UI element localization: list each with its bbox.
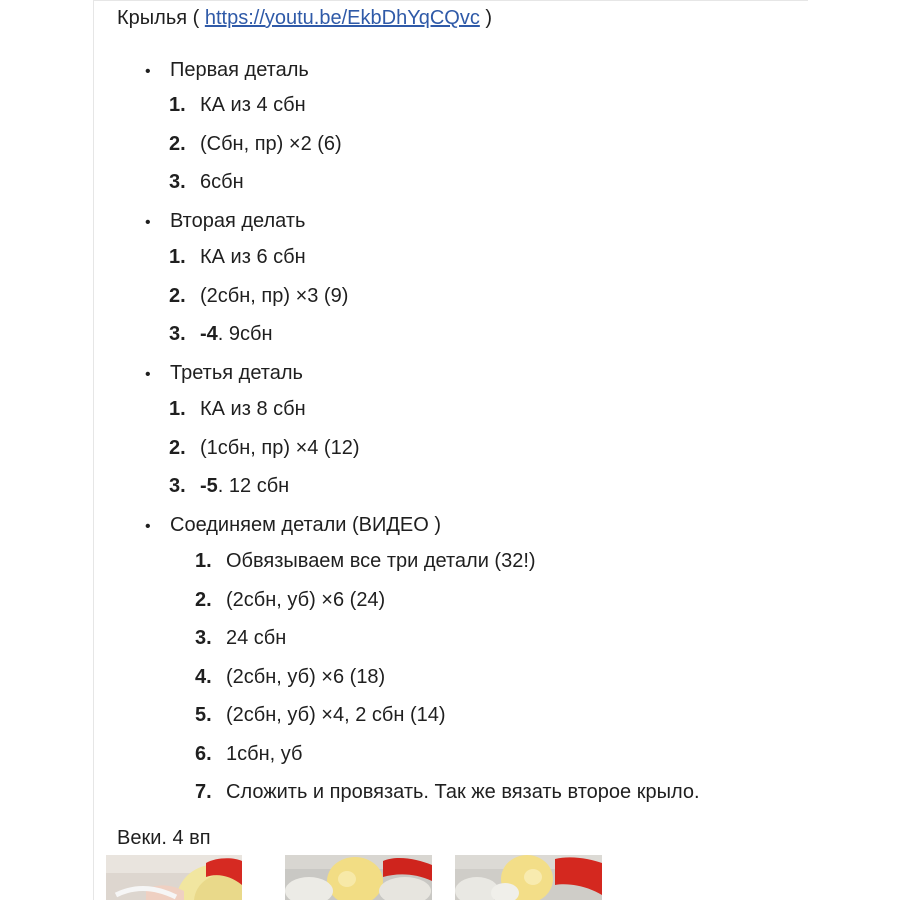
title-prefix: Крылья ( — [117, 7, 205, 29]
section-heading: • Вторая делать — [145, 208, 305, 236]
list-item: 1. Обвязываем все три детали (32!) — [195, 550, 536, 572]
section-heading: • Третья деталь — [145, 360, 303, 388]
list-item: 3. -4. 9сбн — [169, 323, 273, 345]
photo-thumbnail — [106, 855, 242, 900]
list-item: 2. (2сбн, уб) ×6 (24) — [195, 589, 386, 611]
list-item: 2. (Сбн, пр) ×2 (6) — [169, 133, 342, 155]
list-item: 6. 1сбн, уб — [195, 743, 303, 765]
list-item: 4. (2сбн, уб) ×6 (18) — [195, 666, 386, 688]
bullet-icon: • — [145, 63, 151, 80]
list-item: 3. 6сбн — [169, 171, 244, 193]
title-line — [117, 5, 492, 31]
title-suffix: ) — [479, 7, 493, 29]
list-item: 3. -5. 12 сбн — [169, 475, 290, 497]
list-item: 5. (2сбн, уб) ×4, 2 сбн (14) — [195, 704, 446, 726]
list-item: 2. (2сбн, пр) ×3 (9) — [169, 285, 349, 307]
veki-heading: Веки. 4 вп — [117, 827, 211, 849]
list-item: 1. КА из 8 сбн — [169, 398, 306, 420]
photo-thumbnail — [455, 855, 602, 900]
video-link[interactable]: https://youtu.be/EkbDhYqCQvc — [204, 7, 480, 29]
list-item: 1. КА из 4 сбн — [169, 94, 306, 116]
bullet-icon: • — [145, 366, 151, 383]
section-heading: • Соединяем детали (ВИДЕО ) — [145, 512, 441, 540]
section-heading: • Первая деталь — [145, 57, 309, 85]
bullet-icon: • — [145, 518, 151, 535]
list-item: 1. КА из 6 сбн — [169, 246, 306, 268]
list-item: 3. 24 сбн — [195, 627, 287, 649]
photo-thumbnail — [285, 855, 432, 900]
list-item: 2. (1сбн, пр) ×4 (12) — [169, 437, 360, 459]
list-item: 7. Сложить и провязать. Так же вязать второе крыло. — [195, 781, 700, 803]
bullet-icon: • — [145, 214, 151, 231]
